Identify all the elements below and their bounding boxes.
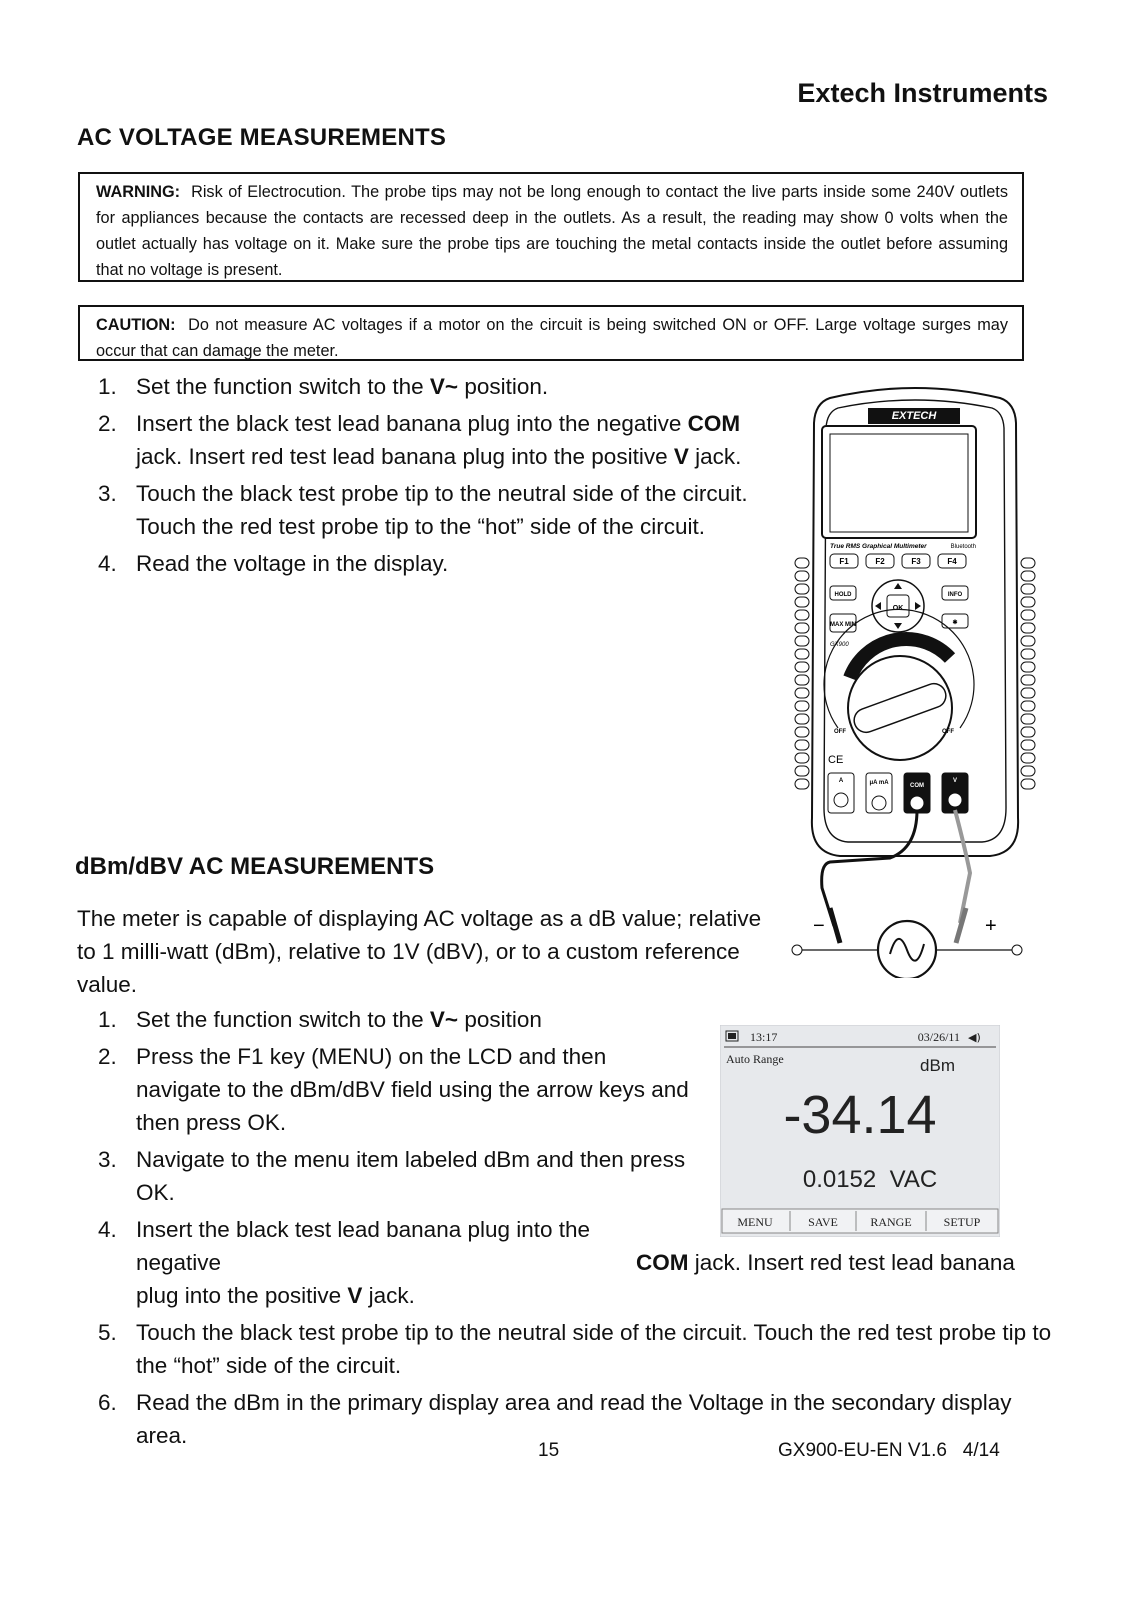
step-text: Read the voltage in the display. <box>136 551 449 576</box>
list-item <box>78 370 758 403</box>
softkey-menu: MENU <box>737 1215 773 1229</box>
jack-com-label: COM <box>910 783 924 789</box>
ac-steps-list <box>78 370 758 584</box>
step-text: Insert the black test lead banana plug into the negative <box>136 411 688 436</box>
step-bold: V <box>673 444 689 469</box>
step-text: jack. Insert red test lead banana plug into the positive <box>136 1250 1015 1308</box>
step-number: 4. <box>98 551 117 576</box>
step-number: 1. <box>98 1007 117 1032</box>
lcd-display-illustration <box>720 1025 1000 1237</box>
document-id: GX900-EU-EN V1.6 4/14 <box>778 1440 1000 1461</box>
step-text: Navigate to the menu item labeled dBm and then press OK. <box>136 1147 686 1205</box>
plus-sign: + <box>985 915 997 937</box>
f3-key-label: F3 <box>911 557 921 566</box>
ce-mark: CE <box>828 754 844 766</box>
step-bold: V~ <box>429 1007 459 1032</box>
step-bold: COM <box>687 411 741 436</box>
warning-label: WARNING: <box>96 183 181 201</box>
section-title-dbm: dBm/dBV AC MEASUREMENTS <box>75 853 435 880</box>
step-number: 6. <box>98 1390 117 1415</box>
caution-box <box>78 305 1024 361</box>
bluetooth-label: Bluetooth <box>950 544 976 550</box>
step-text: Set the function switch to the <box>136 374 430 399</box>
step-number: 3. <box>98 1147 117 1172</box>
meter-brand: EXTECH <box>891 410 937 422</box>
speaker-icon: ◀) <box>968 1031 981 1044</box>
step-text: Touch the black test probe tip to the neutral side of the circuit. Touch the red test probe tip to the “hot” side of the circuit. <box>136 1320 1052 1378</box>
step-bold: V <box>347 1283 363 1308</box>
step-number: 2. <box>98 1044 117 1069</box>
step-text: Touch the black test probe tip to the neutral side of the circuit. Touch the red test probe tip to the “hot” side of the circuit. <box>136 481 748 539</box>
list-item <box>78 547 758 580</box>
softkey-setup: SETUP <box>943 1215 981 1229</box>
off-label-right: OFF <box>942 729 954 735</box>
lcd-date: 03/26/11 <box>917 1030 960 1044</box>
step-number: 5. <box>98 1320 117 1345</box>
step-bold: V~ <box>429 374 459 399</box>
step-number: 2. <box>98 411 117 436</box>
softkey-range: RANGE <box>870 1215 912 1229</box>
jack-a-label: A <box>838 778 844 784</box>
light-icon: ✱ <box>952 620 958 626</box>
f4-key-label: F4 <box>947 557 957 566</box>
jack-v-label: V <box>952 778 958 784</box>
step-number: 4. <box>98 1217 117 1242</box>
step-bold: COM <box>636 1250 689 1275</box>
step-text: jack. <box>688 444 742 469</box>
lcd-time: 13:17 <box>750 1030 778 1044</box>
info-button-label: INFO <box>947 592 963 598</box>
step-text: position. <box>458 374 549 399</box>
section-title-ac-voltage: AC VOLTAGE MEASUREMENTS <box>77 124 447 151</box>
caution-label: CAUTION: <box>96 316 176 334</box>
lcd-secondary-value: 0.0152 VAC <box>802 1166 938 1193</box>
ok-key-label: OK <box>892 605 904 612</box>
meter-model-line: True RMS Graphical Multimeter <box>830 543 927 550</box>
step-number: 3. <box>98 481 117 506</box>
f1-key-label: F1 <box>839 557 849 566</box>
warning-box <box>78 172 1024 282</box>
list-item <box>78 1316 1068 1382</box>
step-text: Set the function switch to the <box>136 1007 430 1032</box>
list-item <box>78 1003 696 1036</box>
battery-icon <box>728 1033 736 1039</box>
list-item <box>78 1143 696 1209</box>
multimeter-illustration <box>790 378 1040 978</box>
list-item <box>78 407 758 473</box>
step-text: Read the dBm in the primary display area and read the Voltage in the secondary display area. <box>136 1390 1012 1448</box>
f2-key-label: F2 <box>875 557 885 566</box>
lcd-range: Auto Range <box>726 1052 784 1066</box>
step-text: Press the F1 key (MENU) on the LCD and then navigate to the dBm/dBV field using the arrow keys and then press OK. <box>136 1044 689 1135</box>
softkey-save: SAVE <box>808 1215 838 1229</box>
list-item <box>78 1040 696 1139</box>
step-text: jack. Insert red test lead banana plug into the positive <box>136 444 674 469</box>
minus-sign: − <box>813 915 825 937</box>
step-text: jack. <box>362 1283 415 1308</box>
step-text: Insert the black test lead banana plug into the negative <box>136 1217 591 1275</box>
caution-text: Do not measure AC voltages if a motor on the circuit is being switched ON or OFF. Large voltage surges may occur that can damage the meter. <box>96 316 1008 360</box>
off-label-left: OFF <box>834 729 846 735</box>
jack-ua-ma-label: μA mA <box>869 780 889 786</box>
warning-text: Risk of Electrocution. The probe tips may not be long enough to contact the live parts inside some 240V outlets for appliances because the contacts are recessed deep in the outlets. As a result, the reading may show 0 volts when the outlet actually has voltage on it. Make sure the probe tips are touching the metal contacts inside the outlet before assuming that no voltage is present. <box>96 183 1008 279</box>
meter-model: GX900 <box>830 642 849 648</box>
maxmin-button-label: MAX MIN <box>830 622 856 628</box>
step-number: 1. <box>98 374 117 399</box>
page-number: 15 <box>538 1440 560 1461</box>
step-text: position <box>458 1007 542 1032</box>
list-item <box>78 477 758 543</box>
company-brand: Extech Instruments <box>797 78 1048 108</box>
lcd-primary-value: -34.14 <box>783 1085 937 1145</box>
dbm-intro: The meter is capable of displaying AC voltage as a dB value; relative to 1 milli-watt (dBm), relative to 1V (dBV), or to a custom reference value. <box>77 906 762 997</box>
lcd-unit: dBm <box>920 1056 955 1075</box>
hold-button-label: HOLD <box>834 592 852 598</box>
